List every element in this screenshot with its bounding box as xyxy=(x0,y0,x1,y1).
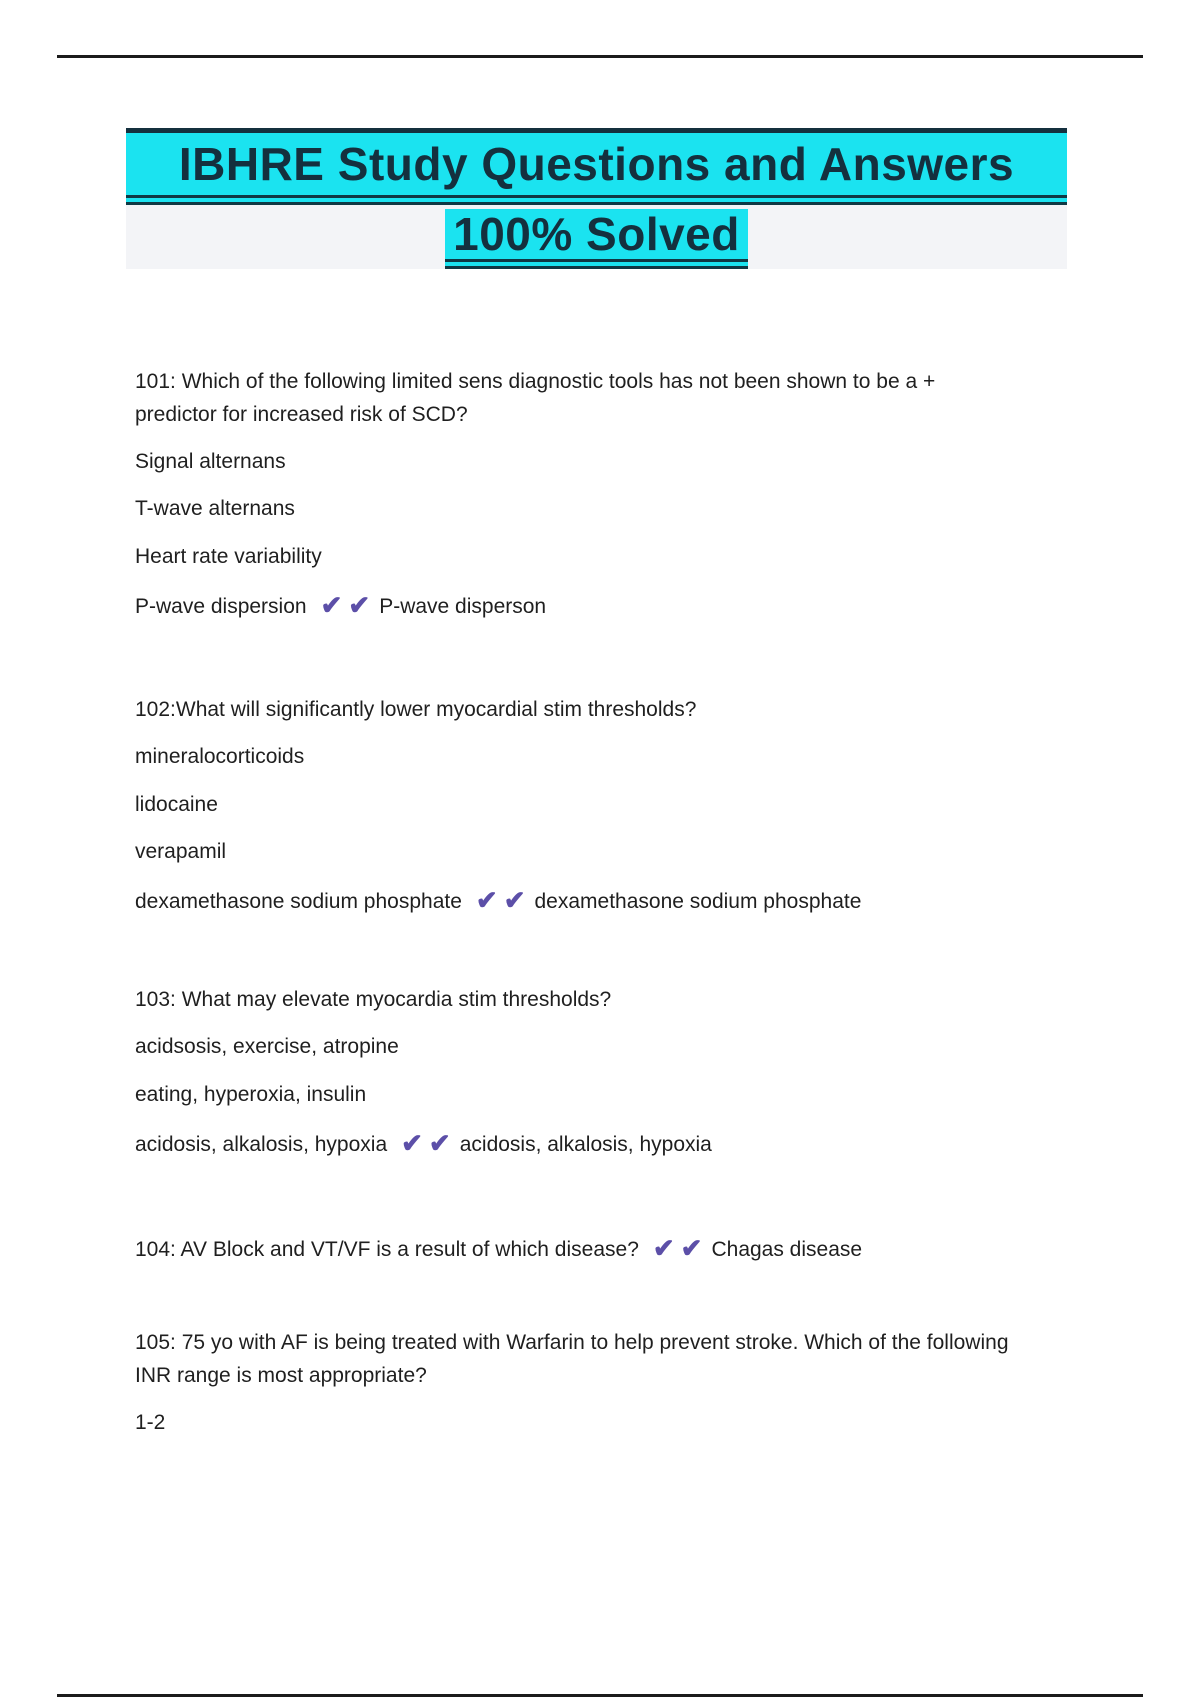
top-horizontal-rule xyxy=(57,55,1143,58)
question-104-answer-line xyxy=(135,1231,1095,1266)
question-101-line2: predictor for increased risk of SCD? xyxy=(135,403,468,426)
question-102-answer-option: dexamethasone sodium phosphate xyxy=(135,890,462,913)
question-101-option-2: T-wave alternans xyxy=(135,497,295,520)
question-101-option-3: Heart rate variability xyxy=(135,545,322,568)
question-102-option-3: verapamil xyxy=(135,840,227,863)
question-103-answer-line xyxy=(135,1126,1095,1161)
checkmark-icon: ✔ xyxy=(503,885,526,915)
question-103-text: 103: What may elevate myocardia stim thresholds? xyxy=(135,988,612,1011)
question-101-text xyxy=(135,365,1095,431)
question-101-option-1: Signal alternans xyxy=(135,450,286,473)
checkmark-icon: ✔ xyxy=(401,1128,423,1158)
checkmark-icon: ✔ xyxy=(475,885,498,915)
checkmark-icon: ✔ xyxy=(680,1233,703,1263)
document-title-line2: 100% Solved xyxy=(445,209,748,269)
question-103-answer-option: acidosis, alkalosis, hypoxia xyxy=(135,1133,388,1156)
question-102-answer-line xyxy=(135,883,1095,918)
question-103-correct-answer: acidosis, alkalosis, hypoxia xyxy=(459,1133,712,1156)
question-105-line2: INR range is most appropriate? xyxy=(135,1364,427,1387)
checkmark-icon: ✔ xyxy=(348,590,371,620)
question-102-option-1: mineralocorticoids xyxy=(135,745,305,768)
question-101-answer-line xyxy=(135,588,1095,623)
question-105-option-1: 1-2 xyxy=(135,1411,166,1434)
question-102-text: 102:What will significantly lower myocardial stim thresholds? xyxy=(135,698,697,721)
question-101-line1: 101: Which of the following limited sens diagnostic tools has not been shown to be a + xyxy=(135,370,936,393)
question-105-line1: 105: 75 yo with AF is being treated with Warfarin to help prevent stroke. Which of the following xyxy=(135,1331,1009,1354)
question-102-option-2: lidocaine xyxy=(135,793,218,816)
document-title-block xyxy=(126,128,1067,269)
question-103-option-2: eating, hyperoxia, insulin xyxy=(135,1083,367,1106)
question-104-text: 104: AV Block and VT/VF is a result of which disease? xyxy=(135,1238,639,1261)
checkmark-icon: ✔ xyxy=(320,590,343,620)
bottom-horizontal-rule xyxy=(57,1694,1143,1697)
document-title-line2-row xyxy=(126,209,1067,269)
checkmark-icon: ✔ xyxy=(428,1128,451,1158)
question-105-text xyxy=(135,1326,1095,1392)
question-101-answer-option: P-wave dispersion xyxy=(135,595,307,618)
question-101-correct-answer: P-wave disperson xyxy=(379,595,547,618)
question-102-correct-answer: dexamethasone sodium phosphate xyxy=(534,890,862,913)
checkmark-icon: ✔ xyxy=(652,1233,675,1263)
document-title-line1: IBHRE Study Questions and Answers xyxy=(126,128,1067,205)
question-104-correct-answer: Chagas disease xyxy=(711,1238,863,1261)
question-103-option-1: acidsosis, exercise, atropine xyxy=(135,1035,399,1058)
